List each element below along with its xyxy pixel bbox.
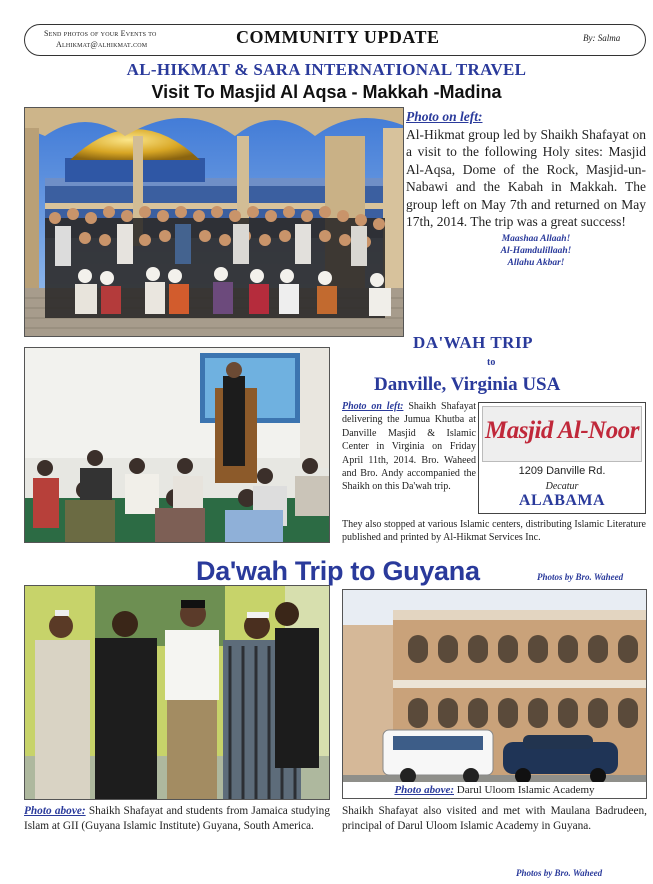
- blessing-line: Allahu Akbar!: [507, 257, 565, 268]
- section1-subtitle: Visit To Masjid Al Aqsa - Makkah -Madina: [151, 82, 502, 102]
- section2-caption-text: Shaikh Shafayat delivering the Jumua Khutba at Danville Masjid & Islamic Center in Virginia on Friday April 11th, 2014. Bro. Waheed and Bro. Andy accompanied the Shaikh on this Da'wah trip.: [342, 401, 476, 493]
- guyana-left-caption-text: Shaikh Shafayat and students from Jamaica studying Islam at GII (Guyana Islamic Institute) Guyana, South America.: [24, 805, 330, 832]
- blessing-line: Maashaa Allaah!: [501, 233, 571, 244]
- darul-uloom-label-text: Darul Uloom Islamic Academy: [456, 784, 595, 796]
- danville-khutba-photo: [24, 347, 330, 543]
- page-title: COMMUNITY UPDATE: [236, 27, 440, 47]
- section2-continued: They also stopped at various Islamic centers, distributing Islamic Literature published and printed by Al-Hikmat Services Inc.: [342, 519, 646, 544]
- section2-caption-heading: Photo on left:: [342, 401, 404, 412]
- blessing-line: Al-Hamdulillaah!: [500, 245, 572, 256]
- darul-uloom-label-heading: Photo above:: [394, 784, 455, 796]
- section1-caption-text: Al-Hikmat group led by Shaikh Shafayat on a visit to the following Holy sites: Masjid Al-Aqsa, Dome of the Rock, Masjid-un-Nabawi and the Kabah in Makkah. The group left on May 7th and returned on May 17th, 2014. The trip was a great success!: [406, 126, 646, 229]
- section3-title: Da'wah Trip to Guyana: [196, 556, 480, 586]
- sign-city: Decatur: [545, 481, 579, 492]
- section1-caption: [406, 108, 646, 269]
- section2-to: to: [487, 357, 496, 368]
- photo-credit-top: Photos by Bro. Waheed: [537, 572, 624, 582]
- section1-title: AL-HIKMAT & SARA INTERNATIONAL TRAVEL: [126, 60, 527, 79]
- jerusalem-group-photo: [24, 107, 404, 337]
- section2-caption: [342, 400, 476, 494]
- byline: By: Salma: [583, 33, 621, 43]
- sign-masjid-name: Masjid Al-Noor: [485, 417, 639, 444]
- guyana-left-caption-heading: Photo above:: [24, 805, 86, 817]
- submit-email: Alhikmat@alhikmat.com: [56, 40, 148, 49]
- sign-state: ALABAMA: [518, 492, 606, 509]
- guyana-left-caption: [24, 804, 330, 833]
- section1-caption-heading: Photo on left:: [406, 109, 483, 124]
- darul-uloom-photo-label: [343, 782, 646, 798]
- darul-uloom-academy-photo: [342, 589, 647, 799]
- blessings: [426, 233, 646, 269]
- section2-location: Danville, Virginia USA: [374, 374, 561, 395]
- submit-photos-line: Send photos of your Events to: [44, 29, 157, 38]
- guyana-students-photo: [24, 585, 330, 800]
- submit-photos-note: [44, 28, 214, 50]
- photo-credit-bottom: Photos by Bro. Waheed: [516, 868, 603, 878]
- sign-address: 1209 Danville Rd.: [518, 465, 606, 477]
- masjid-al-noor-sign: [478, 402, 646, 514]
- section2-title: DA'WAH TRIP: [413, 333, 533, 352]
- guyana-right-caption: Shaikh Shafayat also visited and met with Maulana Badrudeen, principal of Darul Uloom Islamic Academy in Guyana.: [342, 805, 647, 832]
